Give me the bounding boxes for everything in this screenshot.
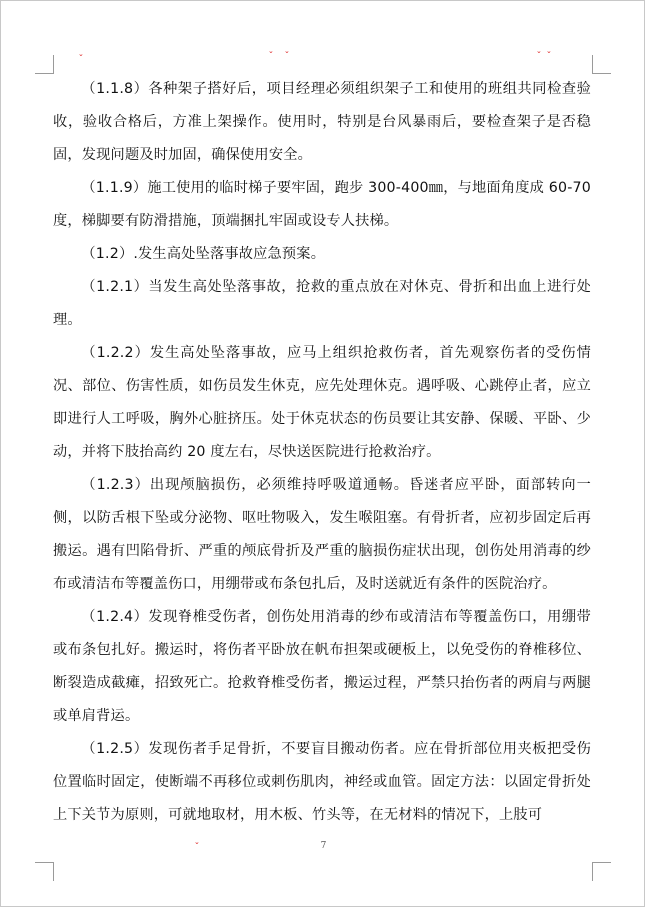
- paragraph: （1.2.3）出现颅脑损伤，必须维持呼吸道通畅。昏迷者应平卧，面部转向一侧，以防舌根下坠或分泌物、呕吐物吸入，发生喉阻塞。有骨折者，应初步固定后再搬运。遇有凹陷骨折、严重的颅底骨折及严重的脑损伤症状出现，创伤处用消毒的纱布或清洁布等覆盖伤口，用绷带或布条包扎后，及时送就近有条件的医院治疗。: [53, 477, 591, 592]
- paragraph: （1.2）.发生高处坠落事故应急预案。: [81, 246, 326, 262]
- paragraph: （1.2.2）发生高处坠落事故，应马上组织抢救伤者，首先观察伤者的受伤情况、部位、伤害性质，如伤员发生休克，应先处理休克。遇呼吸、心跳停止者，应立即进行人工呼吸，胸外心脏挤压。处于休克状态的伤员要让其安静、保暖、平卧、少动，并将下肢抬高约 20 度左右，尽快送医院进行抢救治疗。: [53, 345, 591, 460]
- revision-mark-icon: ⌄: [268, 47, 274, 55]
- margin-corner-top-left: [35, 55, 54, 74]
- paragraph: （1.1.9）施工使用的临时梯子要牢固，跑步 300-400㎜，与地面角度成 60-70 度，梯脚要有防滑措施，顶端捆扎牢固或设专人扶梯。: [53, 180, 591, 229]
- paragraph: （1.2.4）发现脊椎受伤者，创伤处用消毒的纱布或清洁布等覆盖伤口，用绷带或布条包扎好。搬运时，将伤者平卧放在帆布担架或硬板上，以免受伤的脊椎移位、断裂造成截瘫，招致死亡。抢救脊椎受伤者，搬运过程，严禁只抬伤者的两肩与两腿或单肩背运。: [53, 609, 591, 724]
- paragraph: （1.2.1）当发生高处坠落事故，抢救的重点放在对休克、骨折和出血上进行处理。: [53, 279, 591, 328]
- margin-corner-bottom-left: [35, 862, 54, 881]
- revision-mark-icon: ⌄: [536, 47, 542, 55]
- paragraph: （1.2.5）发现伤者手足骨折，不要盲目搬动伤者。应在骨折部位用夹板把受伤位置临时固定，使断端不再移位或刺伤肌肉，神经或血管。固定方法：以固定骨折处上下关节为原则，可就地取材，用木板、竹头等，在无材料的情况下，上肢可: [53, 741, 591, 823]
- document-body: [53, 73, 591, 832]
- page-number: 7: [320, 841, 327, 851]
- revision-mark-icon: ⌄: [194, 838, 200, 846]
- margin-corner-bottom-right: [592, 862, 611, 881]
- margin-corner-top-right: [592, 55, 611, 74]
- paragraph: （1.1.8）各种架子搭好后，项目经理必须组织架子工和使用的班组共同检查验收，验收合格后，方准上架操作。使用时，特别是台风暴雨后，要检查架子是否稳固，发现问题及时加固，确保使用安全。: [53, 81, 591, 163]
- revision-mark-icon: ⌄: [284, 47, 290, 55]
- revision-mark-icon: ⌄: [546, 47, 552, 55]
- revision-mark-icon: ⌄: [78, 50, 84, 58]
